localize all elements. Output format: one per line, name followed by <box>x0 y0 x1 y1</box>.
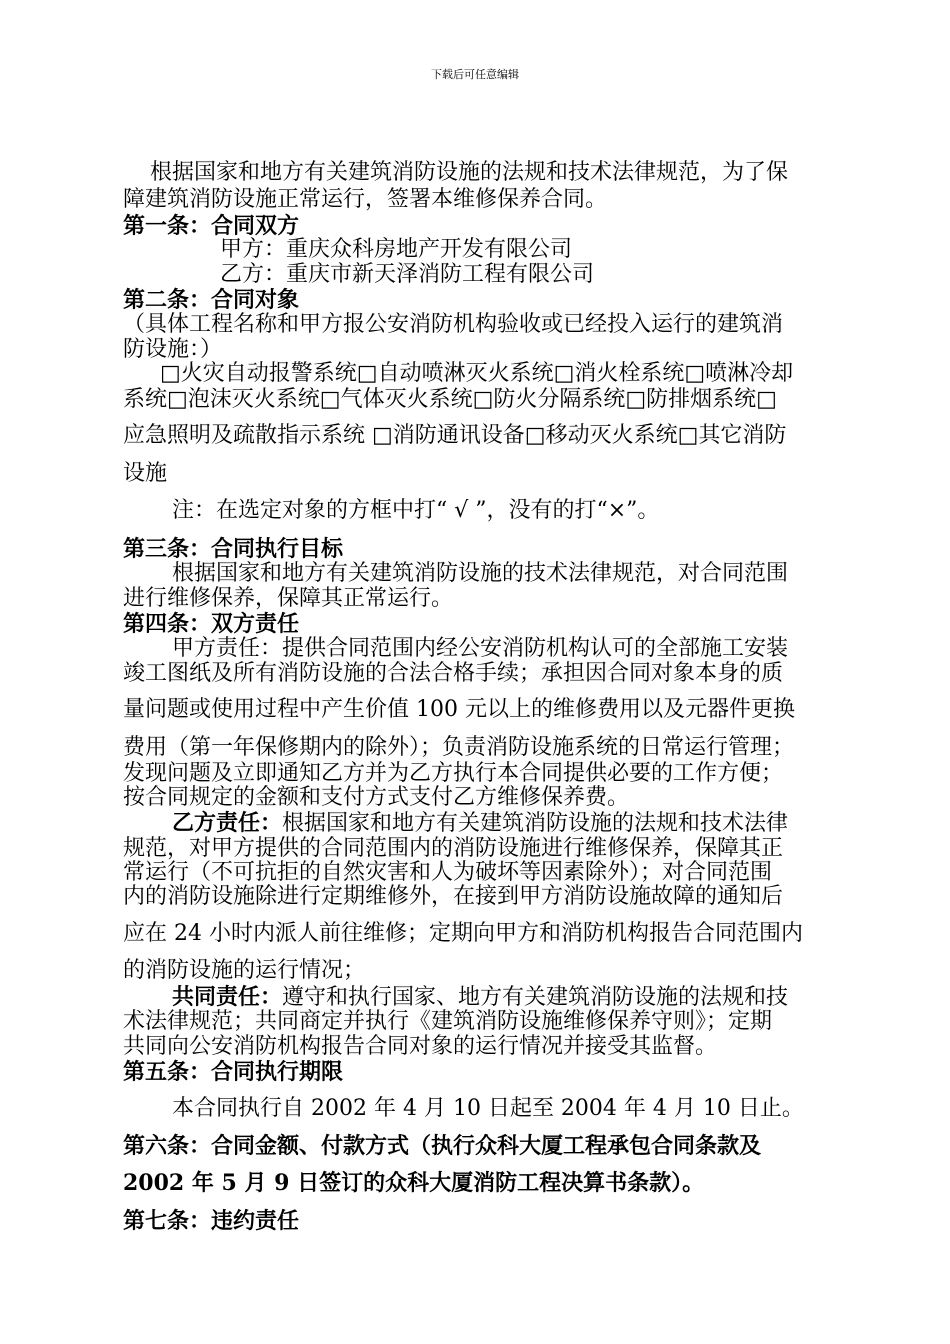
article-6-line-1: 第六条：合同金额、付款方式（执行众科大厦工程承包合同条款及 <box>123 1133 762 1159</box>
article-4-heading: 第四条：双方责任 <box>123 611 300 637</box>
party-b-duty-line-1 <box>172 810 788 837</box>
article-2-heading: 第二条：合同对象 <box>123 287 300 313</box>
party-b-duty-line-4: 内的消防设施除进行定期维修外，在接到甲方消防设施故障的通知后 <box>123 884 784 909</box>
party-b-duty-line-5: 应在 24 小时内派人前往维修；定期向甲方和消防机构报告合同范围内 <box>123 921 803 946</box>
systems-line-2: 系统□泡沫灭火系统□气体灭火系统□防火分隔系统□防排烟系统□ <box>123 387 777 412</box>
article-6-line-2: 2002 年 5 月 9 日签订的众科大厦消防工程决算书条款）。 <box>123 1170 705 1196</box>
article-2-line-1: （具体工程名称和甲方报公安消防机构验收或已经投入运行的建筑消 <box>123 312 784 337</box>
article-2-line-2: 防设施：） <box>123 337 223 362</box>
party-a: 甲方：重庆众科房地产开发有限公司 <box>220 237 573 262</box>
article-7-heading: 第七条：违约责任 <box>123 1208 300 1234</box>
party-a-duty-line-1: 甲方责任：提供合同范围内经公安消防机构认可的全部施工安装 <box>172 636 789 661</box>
systems-line-4: 设施 <box>123 461 168 486</box>
party-a-duty-line-4: 费用（第一年保修期内的除外）；负责消防设施系统的日常运行管理； <box>123 735 795 760</box>
party-b-duty-label: 乙方责任： <box>172 810 283 836</box>
article-5-heading: 第五条：合同执行期限 <box>123 1059 344 1085</box>
party-b-duty-text: 根据国家和地方有关建筑消防设施的法规和技术法律 <box>282 811 789 836</box>
party-b: 乙方：重庆市新天泽消防工程有限公司 <box>220 262 595 287</box>
systems-line-1: □火灾自动报警系统□自动喷淋灭火系统□消火栓系统□喷淋冷却 <box>160 361 794 386</box>
party-b-duty-line-3: 常运行（不可抗拒的自然灾害和人为破坏等因素除外）；对合同范围 <box>123 860 773 885</box>
systems-line-3: 应急照明及疏散指示系统 □消防通讯设备□移动灭火系统□其它消防 <box>123 423 787 448</box>
intro-line-2: 障建筑消防设施正常运行，签署本维修保养合同。 <box>123 187 608 212</box>
joint-duty-line-3: 共同向公安消防机构报告合同对象的运行情况并接受其监督。 <box>123 1034 718 1059</box>
joint-duty-line-2: 术法律规范；共同商定并执行《建筑消防设施维修保养守则》；定期 <box>123 1009 773 1034</box>
party-b-duty-line-2: 规范，对甲方提供的合同范围内的消防设施进行维修保养，保障其正 <box>123 836 784 861</box>
article-3-line-2: 进行维修保养，保障其正常运行。 <box>123 586 454 611</box>
intro-line-1: 根据国家和地方有关建筑消防设施的法规和技术法律规范，为了保 <box>150 160 789 185</box>
party-a-duty-line-3: 量问题或使用过程中产生价值 100 元以上的维修费用以及元器件更换 <box>123 697 795 722</box>
page-header: 下载后可任意编辑 <box>431 68 519 81</box>
party-a-duty-line-5: 发现问题及立即通知乙方并为乙方执行本合同提供必要的工作方便； <box>123 761 784 786</box>
party-b-duty-line-6: 的消防设施的运行情况； <box>123 958 366 983</box>
joint-duty-line-1 <box>172 984 788 1011</box>
joint-duty-label: 共同责任： <box>172 984 283 1010</box>
article-5-text: 本合同执行自 2002 年 4 月 10 日起至 2004 年 4 月 10 日止。 <box>172 1096 804 1121</box>
article-3-heading: 第三条：合同执行目标 <box>123 536 344 562</box>
article-3-line-1: 根据国家和地方有关建筑消防设施的技术法律规范，对合同范围 <box>172 561 789 586</box>
party-a-duty-line-6: 按合同规定的金额和支付方式支付乙方维修保养费。 <box>123 785 630 810</box>
note-line: 注：在选定对象的方框中打“ √ ”，没有的打“×”。 <box>172 498 660 523</box>
joint-duty-text: 遵守和执行国家、地方有关建筑消防设施的法规和技 <box>282 985 789 1010</box>
party-a-duty-line-2: 竣工图纸及所有消防设施的合法合格手续；承担因合同对象本身的质 <box>123 661 784 686</box>
article-1-heading: 第一条：合同双方 <box>123 213 300 239</box>
